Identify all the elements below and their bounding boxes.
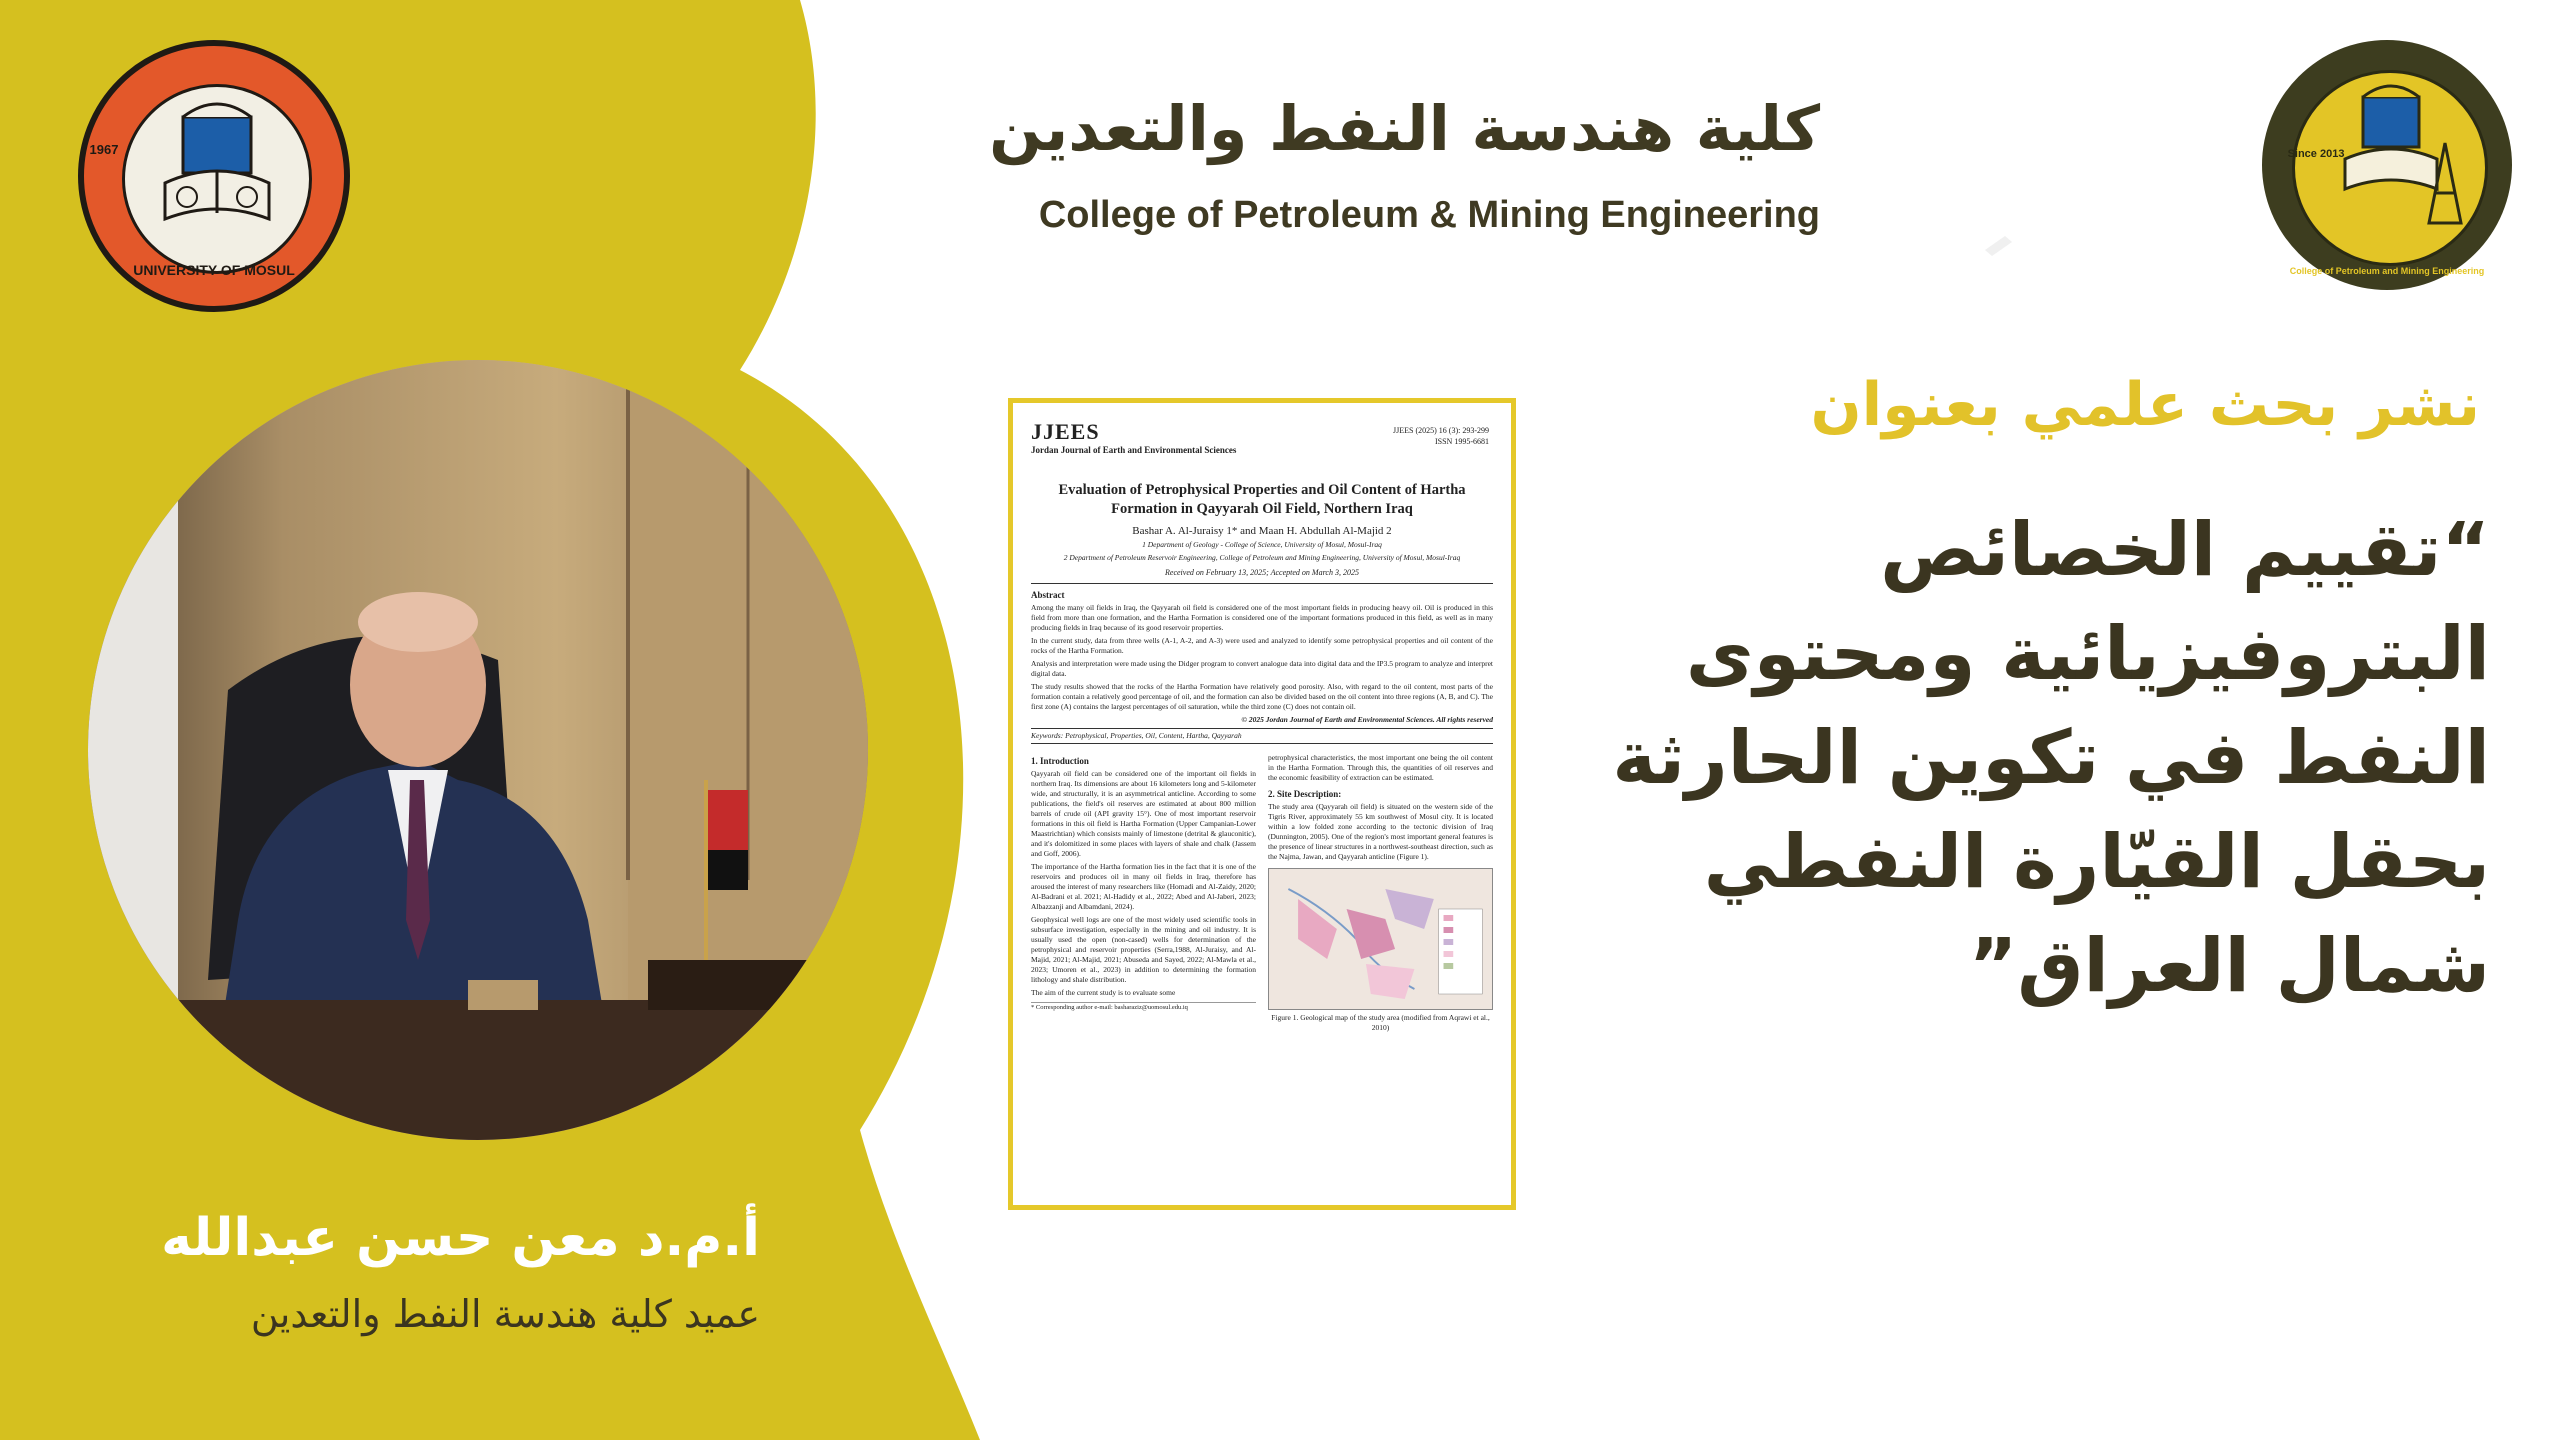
paper-title: Evaluation of Petrophysical Properties and Oil Content of Hartha Formation in Qayyarah Oil Field, Northern Iraq [1058,482,1466,517]
research-title-line: شمال العراق” [1968,923,2490,1009]
journal-full-name: Jordan Journal of Earth and Environmental Sciences [1031,445,1237,455]
paper-left-column [1031,750,1256,1033]
university-logo [78,40,350,312]
dean-name: أ.م.د معن حسن عبدالله [161,1208,760,1268]
dean-role: عميد كلية هندسة النفط والتعدين [250,1292,760,1336]
intro-heading: 1. Introduction [1031,756,1089,766]
research-title [1400,498,2490,1018]
paper-affiliation-2: 2 Department of Petroleum Reservoir Engineering, College of Petroleum and Mining Engineering, University of Mosul, Mosul-Iraq [1063,553,1461,562]
intro-paragraph: The importance of the Hartha formation lies in the fact that it is one of the reservoirs and produces oil in many oil fields in Iraq, therefore has aroused the interest of many researchers like (Homadi and Al-Zaidy, 2020; Al-Badrani et al. 2021; Al-Hadidy et al., 2022; Abed and Al-Jaberi, 2023; Albazzanji and Albamdani, 2024). [1031,862,1256,911]
intro-paragraph: Geophysical well logs are one of the most widely used scientific tools in subsurface investigation, especially in the mining and oil industry. It is usually used the open (non-cased) wells for determination of the petrophysical and reservoir properties (Serra,1988, Al-Juraisy, and Al-Majid, 2021; Al-Majid, 2021; Abuseda and Sayed, 2022; Al-Mawla et al., 2023; Umoren et al., 2023) in addition to determining the formation lithology and shale distribution. [1031,915,1256,984]
figure-caption: Figure 1. Geological map of the study area (modified from Aqrawi et al., 2010) [1271,1013,1490,1032]
abstract-paragraph: Among the many oil fields in Iraq, the Qayyarah oil field is considered one of the most important fields in producing heavy oil. Oil is produced in this field from more than one formation, and the Hartha Formation is considered one of the important formations produced in this field, as well as in many producing fields in Iraq because of its good reservoir properties. [1031,603,1493,632]
university-logo-text: UNIVERSITY OF MOSUL [133,262,295,278]
abstract-paragraph: In the current study, data from three wells (A-1, A-2, and A-3) were used and analyzed to identify some petrophysical properties and oil content of the rocks of the Hartha Formation. [1031,636,1493,655]
paper-authors: Bashar A. Al-Juraisy 1* and Maan H. Abdullah Al-Majid 2 [1132,525,1392,537]
journal-reference: JJEES (2025) 16 (3): 293-299 ISSN 1995-6681 [1393,426,1489,446]
university-seal-icon [122,84,312,274]
research-title-line: “تقييم الخصائص [1880,507,2490,593]
college-logo-since: Since 2013 [2287,148,2345,160]
abstract-paragraph: The study results showed that the rocks of the Hartha Formation have relatively good porosity. Also, with regard to the oil content, most parts of the formation contain a relatively good percentage of oil, and the formation can also be divided based on the oil content into three regions (A, B, and C). The first zone (A) contains the largest percentages of oil saturation, while the third zone (C) does not contain oil. [1031,682,1493,711]
paper-keywords: Keywords: Petrophysical, Properties, Oil, Content, Hartha, Qayyarah [1031,728,1493,744]
intro-paragraph: The aim of the current study is to evaluate some [1031,988,1176,997]
site-description-heading: 2. Site Description: [1268,789,1342,799]
abstract-heading: Abstract [1031,590,1065,600]
research-title-line: بحقل القيّارة النفطي [1703,819,2490,905]
announcement-label: نشر بحث علمي بعنوان [1810,370,2480,440]
intro-paragraph: Qayyarah oil field can be considered one of the important oil fields in northern Iraq. Its dimensions are about 16 kilometers long and 5-kilometer wide, and structurally, it is an asymmetrical anticline. According to some publications, the field's oil reserves are estimated at about 800 million barrels of crude oil (API gravity 15°). One of most important reservoir formations in this oil field is Hartha Formation (Upper Campanian-Lower Maastrichtian) which consists mainly of limestone (detrital & glauconitic), and it's dolomitized in some places with layers of shale and chalk (Jassem and Goff, 2006). [1031,769,1256,858]
college-seal-icon [2292,70,2488,266]
paper-received-date: Received on February 13, 2025; Accepted on March 3, 2025 [1031,568,1493,584]
college-name-english: College of Petroleum & Mining Engineering [1038,194,1820,236]
paper-footnote: * Corresponding author e-mail: basharaziz@uomosul.edu.iq [1031,1002,1256,1013]
college-name-arabic: كلية هندسة النفط والتعدين [989,92,1820,165]
paper-copyright: © 2025 Jordan Journal of Earth and Environmental Sciences. All rights reserved [1241,715,1493,724]
paper-affiliation-1: 1 Department of Geology - College of Science, University of Mosul, Mosul-Iraq [1142,540,1382,549]
college-logo [2262,40,2512,290]
journal-abbreviation: JJEES [1031,419,1100,444]
dean-portrait-photo [88,360,868,1140]
paper-paragraph: petrophysical characteristics, the most important one being the oil content in the Hartha Formation. Through this, the quantities of oil reserves and the economic feasibility of extraction can be estimated. [1268,753,1493,782]
college-logo-text: College of Petroleum and Mining Engineering [2289,266,2485,276]
site-description-paragraph: The study area (Qayyarah oil field) is situated on the western side of the Tigris River, approximately 55 km southwest of Mosul city. It is located within a low folded zone according to the tectonic division of Iraq (Dunnington, 2005). One of the region's most important general features is the presence of linear structures in a northwest-southeast direction, such as the Najma, Jawan, and Qayyarah anticline (Figure 1). [1268,802,1493,861]
research-title-line: البتروفيزيائية ومحتوى [1685,611,2490,697]
abstract-paragraph: Analysis and interpretation were made using the Didger program to convert analogue data into digital data and the IP3.5 program to analyze and interpret digital data. [1031,659,1493,678]
university-logo-year: 1967 [89,142,119,157]
research-title-line: النفط في تكوين الحارثة [1612,715,2490,801]
